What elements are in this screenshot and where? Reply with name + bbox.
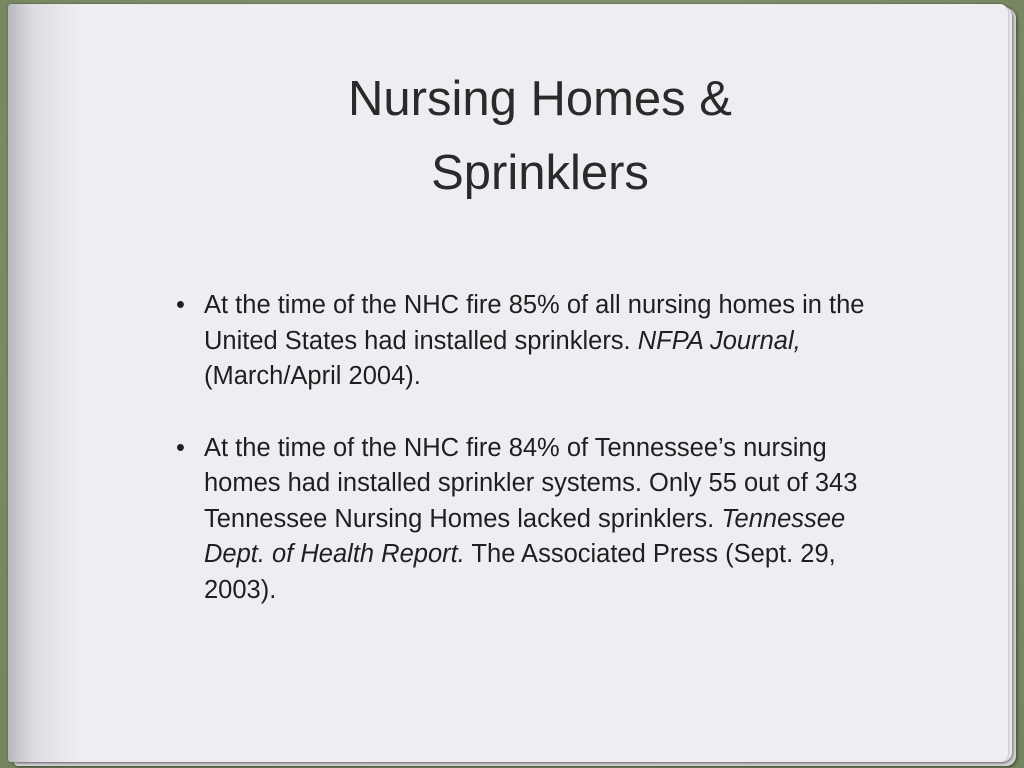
bullet-text-segment: At the time of the NHC fire 84% of Tennessee’s nursing homes had installed sprinkler systems. Only 55 out of 343 Tennessee Nursing Homes lacked sprinklers. <box>204 433 858 533</box>
bullet-marker: • <box>176 291 185 319</box>
bullet-item-1 <box>168 288 908 395</box>
citation-source: NFPA Journal, <box>637 326 801 355</box>
slide-title-line-2: Sprinklers <box>431 146 649 200</box>
citation-source: Tennessee Dept. of Health Report. <box>204 504 846 568</box>
bullet-marker: • <box>176 433 185 462</box>
slide-title-line-1: Nursing Homes & <box>348 72 732 126</box>
bullet-item-2 <box>168 431 908 609</box>
bullet-list <box>168 288 908 644</box>
slide-page <box>8 4 1008 762</box>
citation-date: (March/April 2004). <box>204 362 421 390</box>
slide-title <box>8 62 1008 210</box>
bullet-text-segment: At the time of the NHC fire 85% of all nursing homes in the United States had installed sprinklers. <box>204 291 865 355</box>
citation-date: The Associated Press (Sept. 29, 2003). <box>204 540 836 604</box>
